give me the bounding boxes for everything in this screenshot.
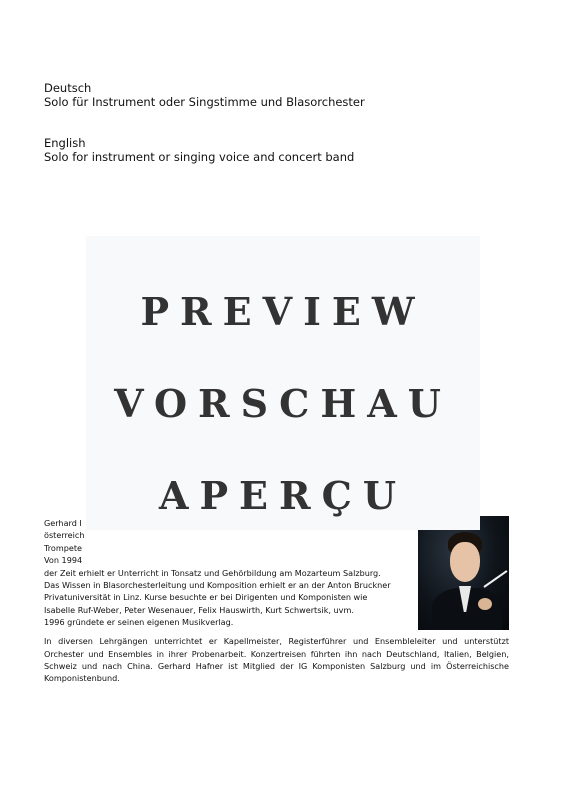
biography-line: Isabelle Ruf-Weber, Peter Wesenauer, Felix Hauswirth, Kurt Schwertsik, uvm. xyxy=(44,604,354,615)
german-section xyxy=(44,81,365,109)
vorschau-word: VORSCHAU xyxy=(114,381,452,426)
biography-line: Trompete xyxy=(44,542,83,553)
biography-line: Das Wissen in Blasorchesterleitung und Komposition erhielt er an der Anton Bruckner xyxy=(44,580,391,591)
biography-line: Privatuniversität in Linz. Kurse besuchte er bei Dirigenten und Komponisten wie xyxy=(44,592,368,603)
biography-line: der Zeit erhielt er Unterricht in Tonsatz und Gehörbildung am Mozarteum Salzburg. xyxy=(44,567,381,578)
biography-line: Gerhard I xyxy=(44,518,82,528)
composer-photo xyxy=(418,516,509,630)
english-section xyxy=(44,136,354,164)
english-language-label: English xyxy=(44,136,86,150)
apercu-word: APERÇU xyxy=(159,473,407,518)
german-description: Solo für Instrument oder Singstimme und Blasorchester xyxy=(44,95,365,109)
english-description: Solo for instrument or singing voice and concert band xyxy=(44,150,355,164)
biography-line: österreich xyxy=(44,530,85,541)
german-language-label: Deutsch xyxy=(44,81,92,95)
biography-line: 1996 gründete er seinen eigenen Musikverlag. xyxy=(44,617,234,628)
biography-line: Von 1994 xyxy=(44,555,83,566)
biography-paragraph-2: In diversen Lehrgängen unterrichtet er Kapellmeister, Registerführer und Ensembleleiter und unterstützt Orchester und Ensembles in ihrer Probenarbeit. Konzertreisen führten ihn nach Deutschland, Italien, Belgien, Schweiz und nach China. Gerhard Hafner ist Mitglied der IG Komponisten Salzburg und im Österreichische Komponistenbund. xyxy=(44,636,509,684)
preview-word: PREVIEW xyxy=(140,289,426,334)
preview-watermark xyxy=(86,236,480,530)
